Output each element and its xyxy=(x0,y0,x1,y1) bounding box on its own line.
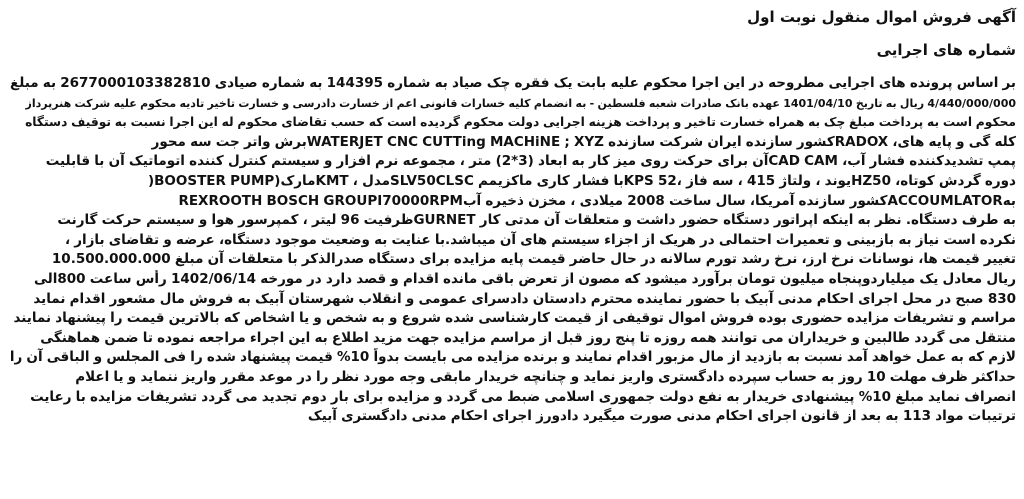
notice-line: مراسم و تشریفات مزایده حضوری بوده فروش اموال توقیفی از قیمت کارشناسی شده شروع و به شخص و یا اشخاص که بالاترین قیمت را پیشنهاد نمایند xyxy=(13,310,1016,327)
notice-line: 830 صبح در محل اجرای احکام مدنی آبیک با حضور نماینده محترم دادستان دادسرای عمومی و انقلاب شهرستان آبیک به فروش مال مشعور اقدام نماید xyxy=(33,290,1016,307)
notice-line: بر اساس پرونده های اجرایی مطروحه در این اجرا محکوم علیه بابت یک فقره چک صیاد به شماره 144395 به شماره صیادی 2677000103382810 به مبلغ xyxy=(9,75,1016,91)
notice-line: بهACCOUMLATORکشور سازنده آمریکا، سال ساخت 2008 میلادی ، مخزن ذخیره آبREXROOTH BOSCH GROUPI70000RPM xyxy=(178,192,1016,209)
notice-line: دوره گردش کوتاه، HZ50یوند ، ولتاژ 415 ، سه فاز ،KPS 52با فشار کاری ماکزیمم SLV50CLSCمدل ، KMTمارک(BOOSTER PUMP( xyxy=(147,172,1016,189)
notice-line: نکرده است نیاز به بازبینی و تعمیرات احتمالی در هریک از اجزاء سیستم های آن میباشد.با عنایت به وضعیت موجود دستگاه، عرضه و تقاضای بازار ، xyxy=(64,231,1016,248)
notice-line: منتقل می گردد طالبین و خریداران می توانند همه روزه تا پنج روز قبل از مراسم مزایده جهت مزید اطلاع به این اجراء مراجعه نموده تا ضمن هماهنگی xyxy=(40,329,1016,346)
notice-line: لازم که به عمل خواهد آمد نسبت به بازدید از مال مزبور اقدام نمایند و برنده مزایده می بایست بدواً 10% قیمت پیشنهاد شده را فی المجلس و الباقی آن را xyxy=(9,349,1016,366)
notice-line: حداکثر ظرف مهلت 10 روز به حساب سپرده دادگستری واریز نماید و چنانچه خریدار مابقی وجه مورد نظر را در موعد مقرر واریز ننماید و یا اعلام xyxy=(75,368,1016,385)
notice-line: ترتیبات مواد 113 به بعد از قانون اجرای احکام مدنی صورت میگیرد دادورز اجرای احکام مدنی دادگستری آبیک xyxy=(307,408,1016,425)
notice-subtitle: شماره های اجرایی xyxy=(876,41,1016,59)
notice-line: ریال معادل یک میلیاردوپنجاه میلیون تومان برآورد میشود که مصون از تعرض باقی مانده اقدام و قصد دارد در مورخه 1402/06/14 رأس ساعت 800الی xyxy=(33,270,1016,287)
notice-title: آگهی فروش اموال منقول نوبت اول xyxy=(747,8,1016,26)
notice-line: به طرف دستگاه. نظر به اینکه اپراتور دستگاه حضور داشت و متعلقات آن مدتی کار GURNETظرفیت 96 لیتر ، کمپرسور هوا و سیستم حرکت گارنت xyxy=(57,212,1016,229)
notice-line: پمپ تشدیدکننده فشار آب، CAD CAMآن برای حرکت روی میز کار به ابعاد (3*2) متر ، مجموعه نرم افزار و سیستم کنترل کننده اتوماتیک آن با قابلیت xyxy=(45,153,1016,170)
notice-line: محکوم است به پرداخت مبلغ چک به همراه خسارت تاخیر و پرداخت هزینه اجرایی دولت محکوم گردیده است که حسب تقاضای محکوم له این اجرا نسبت به توقیف دستگاه xyxy=(25,115,1016,130)
notice-line: 4/440/000/000 ریال به تاریخ 1401/04/10 عهده بانک صادرات شعبه فلسطین - به انضمام کلیه خسارات قانونی اعم از خسارت دادرسی و خسارت تاخیر تادیه محکوم علیه شرکت هنرپرداز xyxy=(25,96,1016,110)
notice-line: انصراف نماید مبلغ 10% پیشنهادی خریدار به نفع دولت جمهوری اسلامی ضبط می گردد و مزایده برای بار دوم تجدید می گردد تشریفات مزایده با رعایت xyxy=(30,388,1016,405)
notice-line: تغییر قیمت ها، نوسانات نرخ ارز، نرخ رشد تورم سالانه در حال حاضر قیمت پایه مزایده برای دستگاه صدرالذکر با متعلقات آن مبلغ 10.500.000.000 xyxy=(51,251,1016,268)
notice-body xyxy=(8,74,1016,427)
notice-line: کله گی و پایه های، RADOXکشور سازنده ایران شرکت سازنده WATERJET CNC CUTTing MACHiNE ; XYZبرش واتر جت سه محور xyxy=(151,133,1016,150)
